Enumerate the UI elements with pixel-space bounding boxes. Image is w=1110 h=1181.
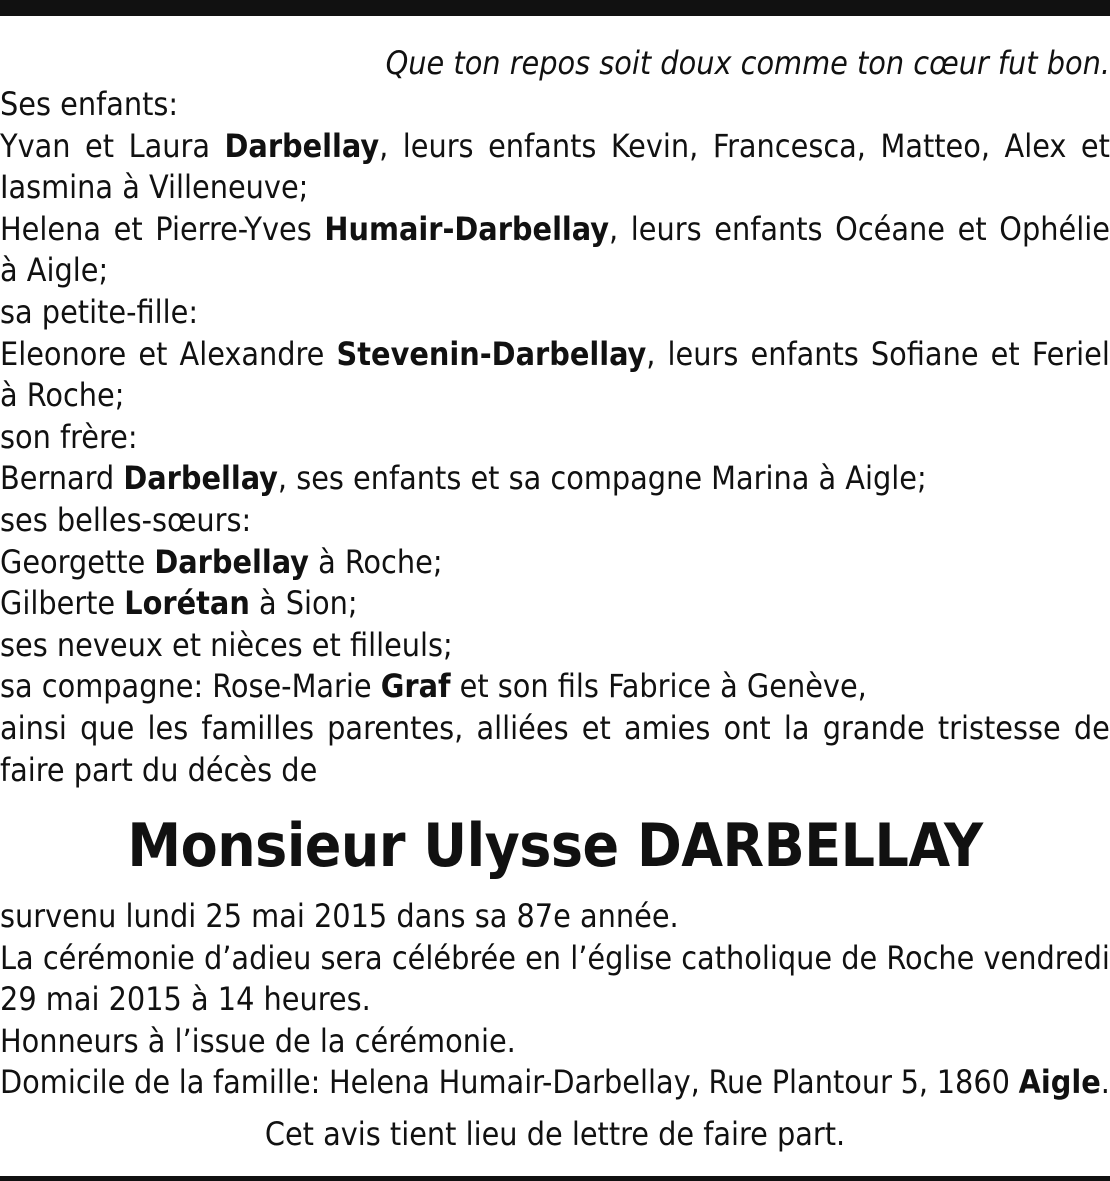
word: enfants (750, 334, 859, 373)
word: vendredi (983, 938, 1110, 977)
text: Gilberte (0, 584, 125, 623)
text: , ses enfants et sa compagne Marina à Aigle; (277, 459, 927, 498)
surname: Darbellay (154, 542, 309, 581)
text: sa compagne: Rose-Marie (0, 667, 381, 706)
word: l’église (570, 938, 673, 977)
text: son frère: (0, 417, 138, 456)
word: Yvan (0, 126, 71, 165)
word: Domicile (0, 1063, 126, 1102)
text: ses belles-sœurs: (0, 501, 252, 539)
word: Feriel (1031, 334, 1110, 373)
word: familles (201, 709, 314, 747)
surname: Graf (380, 667, 451, 706)
word: et (990, 334, 1020, 373)
word: La (0, 938, 34, 977)
family-line (0, 249, 1110, 291)
word: Eleonore (0, 334, 127, 373)
word: leurs (630, 209, 702, 248)
word: de (1073, 709, 1110, 747)
family-line (0, 457, 1110, 499)
closing-note: Cet avis tient lieu de lettre de faire part. (264, 1115, 846, 1153)
text: et son fils Fabrice à Genève, (450, 667, 867, 706)
word: la (783, 709, 810, 747)
family-line (0, 749, 1110, 791)
word: Matteo, (880, 126, 990, 165)
word: Ophélie (999, 209, 1110, 248)
word: leurs (402, 126, 474, 165)
word: de (841, 938, 878, 977)
word: amies (623, 709, 711, 747)
word: Helena (0, 209, 101, 248)
word: sera (320, 938, 383, 977)
family-line (0, 624, 1110, 666)
word: Laura (128, 126, 210, 165)
word: Helena (328, 1063, 430, 1102)
detail-line (0, 1020, 1110, 1062)
family-line (0, 166, 1110, 208)
text: Honneurs à l’issue de la cérémonie. (0, 1021, 516, 1060)
word: 5, (900, 1063, 929, 1102)
text: 29 mai 2015 à 14 heures. (0, 980, 371, 1019)
family-line (0, 665, 1110, 707)
word: grande (822, 709, 925, 747)
word: les (147, 709, 189, 747)
deceased-name: Monsieur Ulysse DARBELLAY (127, 811, 983, 881)
text: à Aigle; (0, 251, 109, 290)
word: et (85, 126, 115, 165)
word: d’adieu (204, 938, 312, 977)
family-line (0, 541, 1110, 583)
family-line (0, 83, 1110, 125)
text: sa petite-fille: (0, 293, 199, 331)
word: Aigle. (1018, 1063, 1110, 1102)
top-rule (0, 0, 1110, 16)
word: Pierre-Yves (155, 209, 312, 248)
family-line (0, 707, 1110, 749)
word: Francesca, (712, 126, 866, 165)
word: tristesse (937, 709, 1061, 747)
word: et (1080, 126, 1110, 165)
word: catholique (681, 938, 833, 977)
text: survenu lundi 25 mai 2015 dans sa 87e année. (0, 897, 679, 935)
word: et (957, 209, 987, 248)
text: Iasmina à Villeneuve; (0, 168, 309, 207)
text: à Sion; (249, 584, 358, 623)
surname: Lorétan (124, 584, 250, 623)
text: Bernard (0, 459, 124, 498)
word: Roche (886, 938, 975, 977)
word: Kevin, (610, 126, 699, 165)
family-line (0, 333, 1110, 375)
word: ont (723, 709, 771, 747)
text: faire part du décès de (0, 750, 318, 789)
word: parentes, (327, 709, 464, 747)
word: leurs (667, 334, 739, 373)
family-line (0, 499, 1110, 541)
detail-line (0, 937, 1110, 979)
word: et (113, 209, 143, 248)
detail-line (0, 978, 1110, 1020)
word: Sofiane (870, 334, 979, 373)
word: alliées (476, 709, 569, 747)
family-line (0, 291, 1110, 333)
word: Rue (708, 1063, 764, 1102)
bottom-rule (0, 1176, 1110, 1181)
word: Humair-Darbellay, (438, 1063, 700, 1102)
word: 1860 (936, 1063, 1010, 1102)
word: Plantour (771, 1063, 892, 1102)
surname: Darbellay (123, 459, 278, 498)
family-line (0, 374, 1110, 416)
word: cérémonie (42, 938, 195, 977)
text: à Roche; (308, 542, 443, 581)
family-line (0, 125, 1110, 167)
word: la (178, 1063, 205, 1102)
word: célébrée (391, 938, 516, 977)
word: Darbellay, (224, 126, 389, 165)
word: en (525, 938, 562, 977)
word: famille: (213, 1063, 321, 1102)
word: et (138, 334, 168, 373)
text: ses neveux et nièces et filleuls; (0, 625, 453, 664)
word: Océane (835, 209, 945, 248)
word: Stevenin-Darbellay, (336, 334, 656, 373)
word: que (80, 709, 135, 747)
family-line (0, 416, 1110, 458)
word: Alex (1004, 126, 1067, 165)
word: enfants (714, 209, 823, 248)
word: Humair-Darbellay, (324, 209, 619, 248)
word: et (581, 709, 611, 747)
word: Alexandre (179, 334, 325, 373)
word: ainsi (0, 709, 67, 747)
detail-line (0, 895, 1110, 937)
word: de (134, 1063, 171, 1102)
text: Georgette (0, 542, 155, 581)
text: à Roche; (0, 376, 125, 415)
detail-line (0, 1061, 1110, 1103)
epigraph: Que ton repos soit doux comme ton cœur fut bon. (385, 44, 1110, 82)
text: Ses enfants: (0, 85, 179, 123)
word: enfants (488, 126, 597, 165)
family-line (0, 582, 1110, 624)
family-line (0, 208, 1110, 250)
